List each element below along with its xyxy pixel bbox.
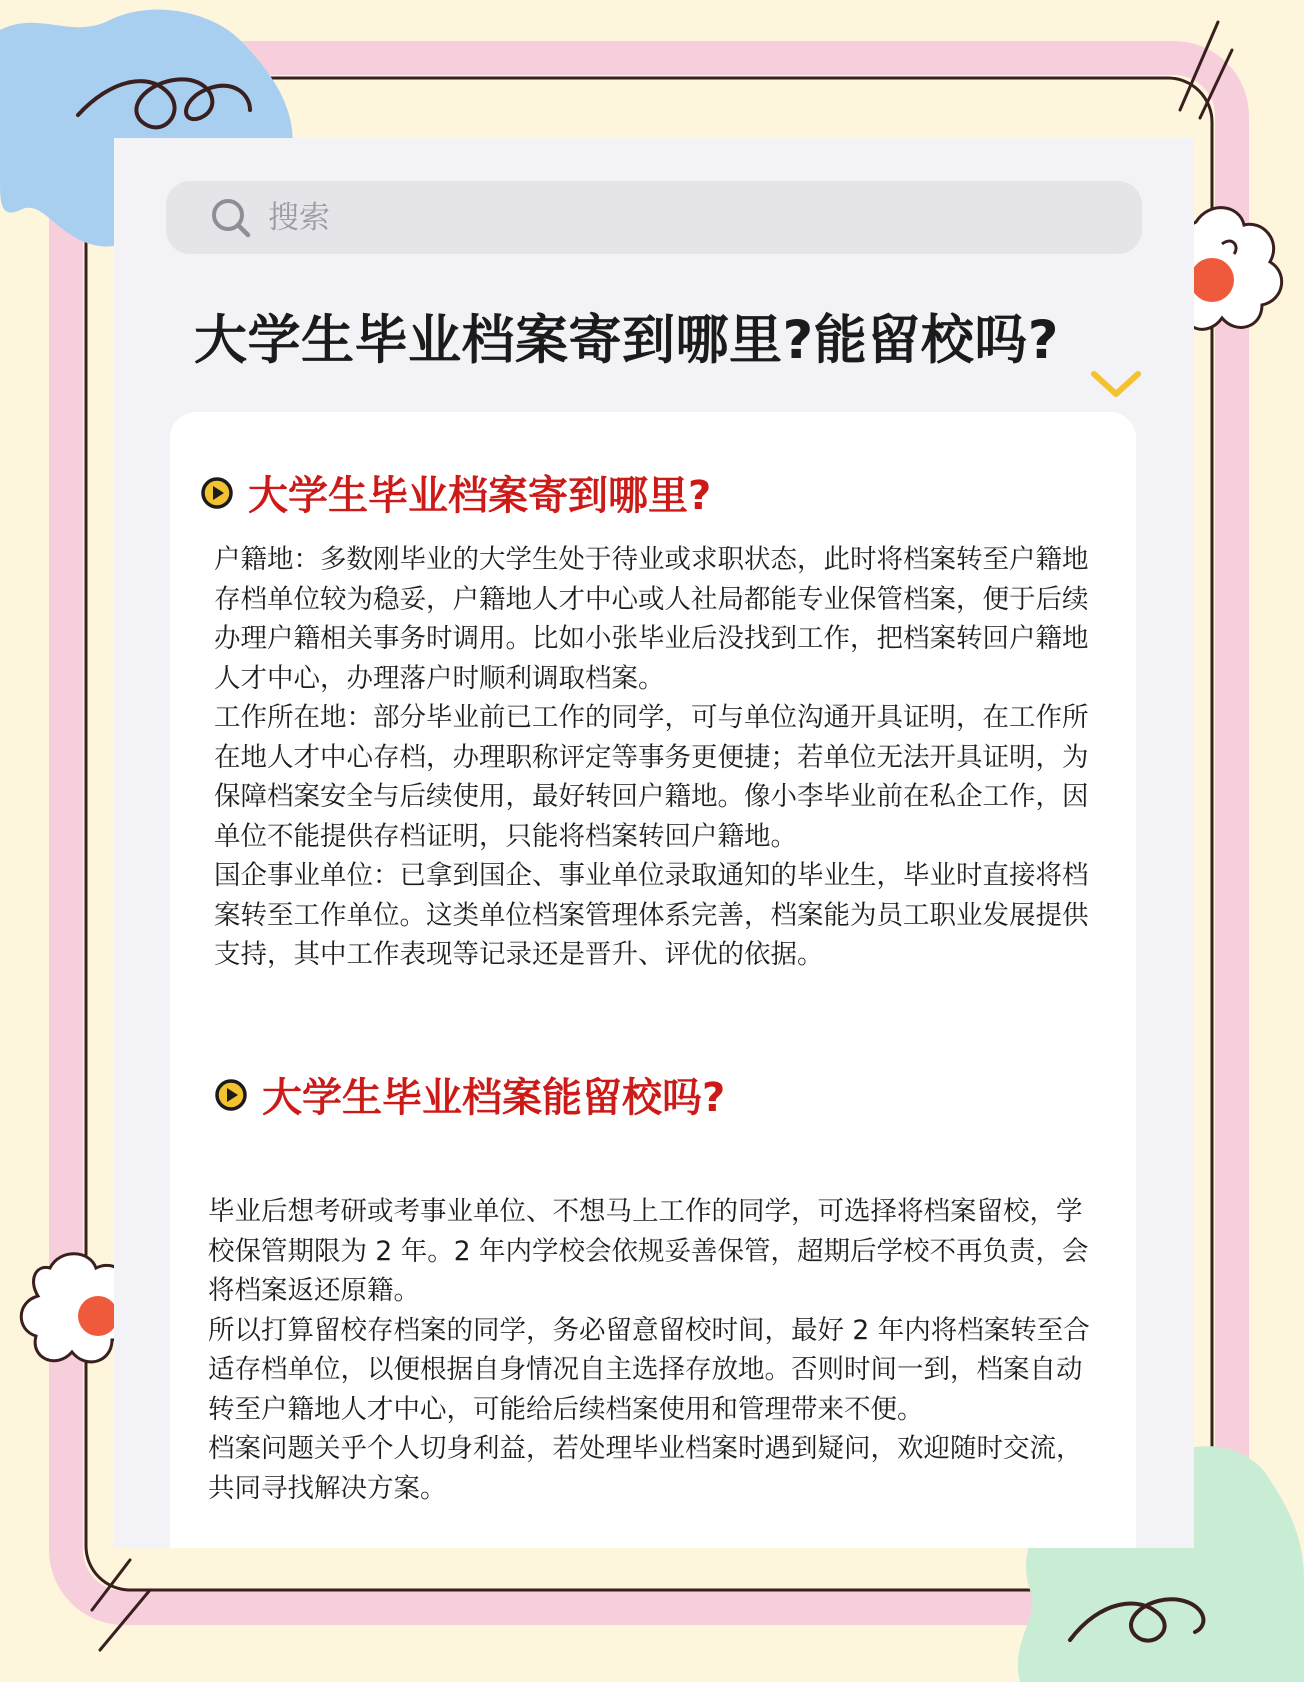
paragraph: 毕业后想考研或考事业单位、不想马上工作的同学，可选择将档案留校，学校保管期限为 2 年。2 年内学校会依规妥善保管，超期后学校不再负责，会将档案返还原籍。 [208,1196,1089,1306]
paragraph: 国企事业单位：已拿到国企、事业单位录取通知的毕业生，毕业时直接将档案转至工作单位。这类单位档案管理体系完善，档案能为员工职业发展提供支持，其中工作表现等记录还是晋升、评优的依据。 [214,860,1089,970]
section-body [214,540,1094,975]
content-panel [114,138,1194,1548]
section-heading-stay-at-school [214,1066,725,1123]
paragraph: 工作所在地：部分毕业前已工作的同学，可与单位沟通开具证明，在工作所在地人才中心存档，办理职称评定等事务更便捷；若单位无法开具证明，为保障档案安全与后续使用，最好转回户籍地。像小李毕业前在私企工作，因单位不能提供存档证明，只能将档案转回户籍地。 [214,702,1089,852]
play-circle-icon [214,1078,248,1112]
section-heading-destination [200,464,711,521]
play-circle-icon [200,476,234,510]
section-title: 大学生毕业档案能留校吗? [262,1075,726,1121]
search-bar[interactable] [166,181,1142,254]
chevron-down-icon[interactable] [1088,366,1144,402]
paragraph: 档案问题关乎个人切身利益，若处理毕业档案时遇到疑问，欢迎随时交流，共同寻找解决方案。 [208,1433,1083,1504]
section-body [208,1192,1094,1508]
page-title: 大学生毕业档案寄到哪里?能留校吗? [194,310,1059,371]
article-card [170,412,1136,1548]
search-input[interactable] [266,199,970,237]
paragraph: 户籍地：多数刚毕业的大学生处于待业或求职状态，此时将档案转至户籍地存档单位较为稳妥，户籍地人才中心或人社局都能专业保管档案，便于后续办理户籍相关事务时调用。比如小张毕业后没找到工作，把档案转回户籍地人才中心，办理落户时顺利调取档案。 [214,544,1089,694]
search-icon [210,197,252,239]
paragraph: 所以打算留校存档案的同学，务必留意留校时间，最好 2 年内将档案转至合适存档单位，以便根据自身情况自主选择存放地。否则时间一到，档案自动转至户籍地人才中心，可能给后续档案使用和管理带来不便。 [208,1314,1090,1425]
section-title: 大学生毕业档案寄到哪里? [248,473,712,519]
